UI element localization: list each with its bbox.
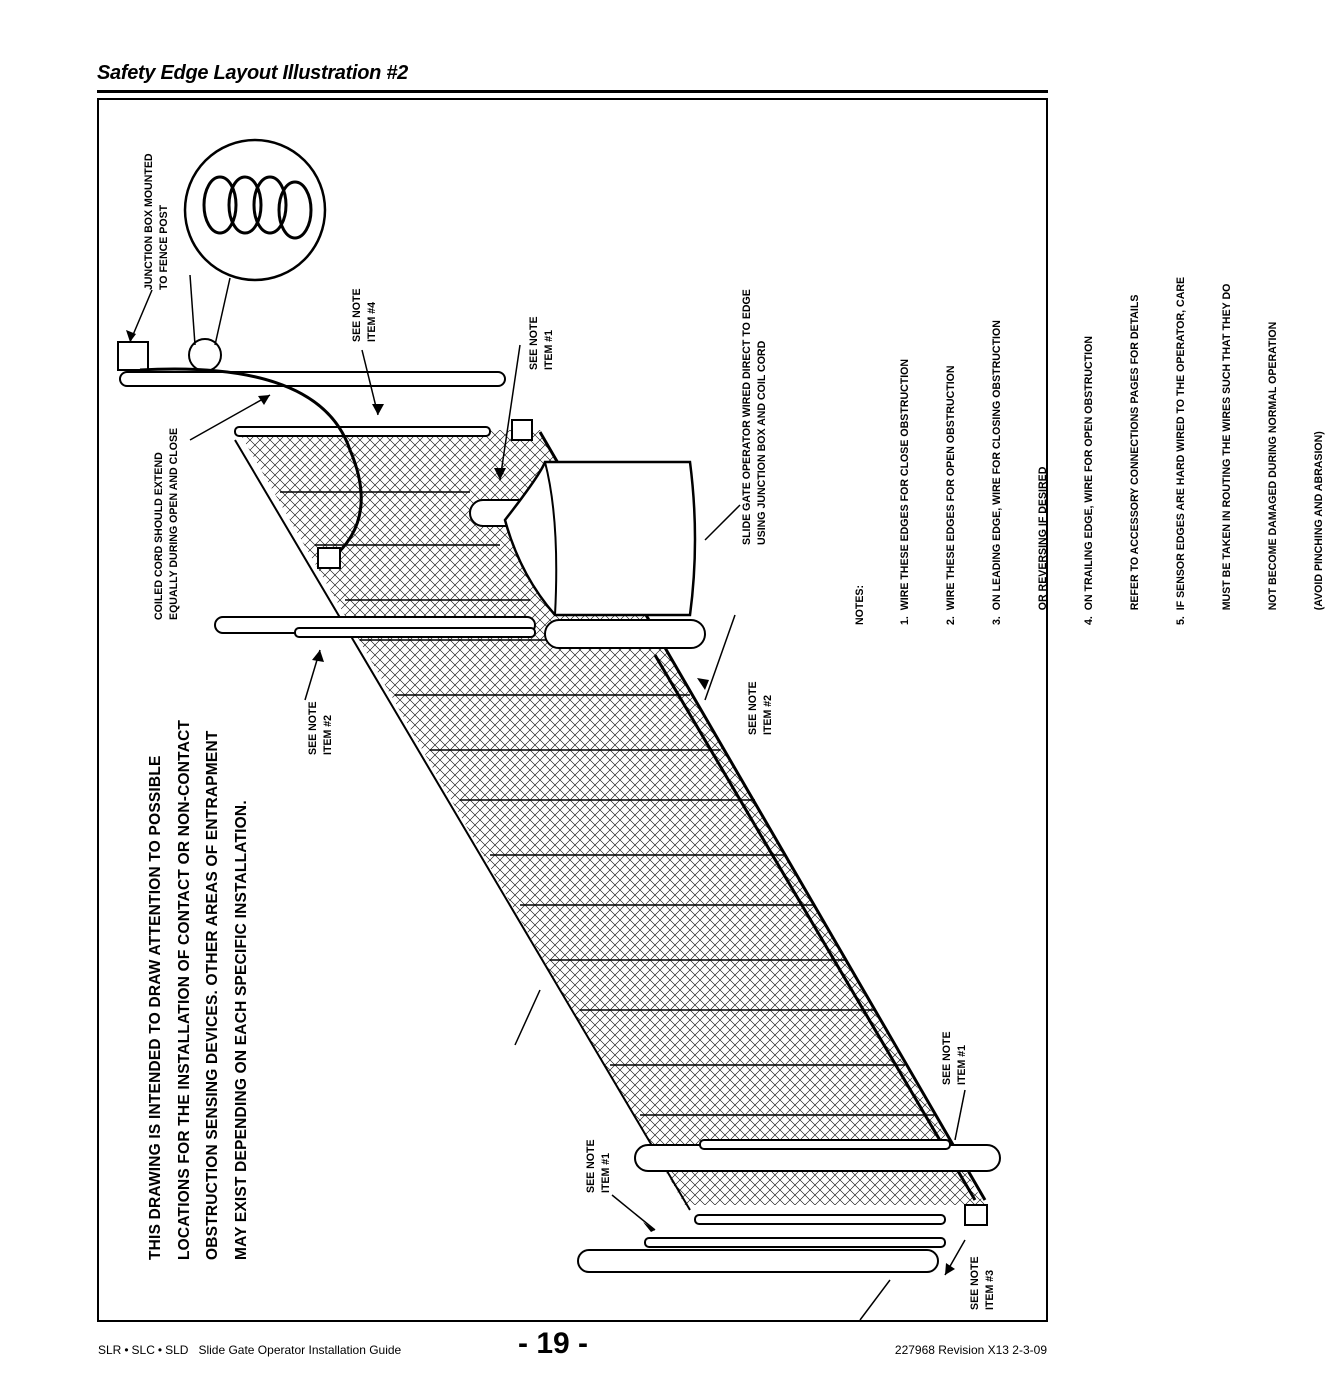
callout-line: SEE NOTE: [941, 1031, 953, 1085]
revision-label: 227968 Revision X13 2-3-09: [894, 1343, 1047, 1357]
model-name: SLC: [131, 1343, 155, 1357]
callout-line: SEE NOTE: [528, 316, 540, 370]
callout-line: ITEM #2: [322, 714, 335, 755]
callout-see-note-item2-left: [306, 701, 337, 755]
note-item: REFER TO ACCESSORY CONNECTIONS PAGES FOR DETAILS: [1128, 294, 1141, 625]
callout-line: ITEM #1: [600, 1152, 613, 1193]
footer-models: [98, 1343, 401, 1357]
note-item: 4. ON TRAILING EDGE, WIRE FOR OPEN OBSTRUCTION: [1083, 336, 1096, 625]
callout-line: JUNCTION BOX MOUNTED: [143, 153, 155, 290]
junction-box: [118, 342, 148, 370]
warning-line: LOCATIONS FOR THE INSTALLATION OF CONTACT OR NON-CONTACT: [175, 719, 193, 1260]
callout-junction-box: [142, 153, 173, 290]
warning-line: MAY EXIST DEPENDING ON EACH SPECIFIC INSTALLATION.: [232, 800, 250, 1260]
callout-see-note-item1-top: [527, 316, 558, 370]
note-item: (AVOID PINCHING AND ABRASION): [1312, 431, 1325, 625]
callout-line: USING JUNCTION BOX AND COIL CORD: [756, 340, 769, 545]
model-name: SLR: [98, 1343, 122, 1357]
model-separator: •: [124, 1343, 129, 1357]
callout-line: SEE NOTE: [747, 681, 759, 735]
note-item: 3. ON LEADING EDGE, WIRE FOR CLOSING OBSTRUCTION: [991, 320, 1004, 625]
note-item: 2. WIRE THESE EDGES FOR OPEN OBSTRUCTION: [945, 365, 958, 625]
page-title: Safety Edge Layout Illustration #2: [97, 62, 408, 84]
callout-line: ITEM #3: [984, 1269, 997, 1310]
warning-line: THIS DRAWING IS INTENDED TO DRAW ATTENTION TO POSSIBLE: [147, 755, 164, 1260]
callout-see-note-item4: [350, 288, 381, 342]
callout-see-note-item2-right: [746, 681, 777, 735]
callout-operator: [740, 289, 771, 545]
callout-line: ITEM #2: [762, 694, 775, 735]
guide-title: Slide Gate Operator Installation Guide: [198, 1343, 402, 1357]
warning-text: [142, 720, 256, 1260]
callout-line: SEE NOTE: [351, 288, 363, 342]
notes-heading: NOTES:: [853, 584, 866, 625]
note-item: MUST BE TAKEN IN ROUTING THE WIRES SUCH THAT THEY DO: [1220, 283, 1233, 625]
note-item: OR REVERSING IF DESIRED: [1037, 466, 1050, 625]
callout-line: ITEM #1: [543, 329, 556, 370]
callout-line: ITEM #1: [956, 1044, 969, 1085]
callout-see-note-item1-bottom-left: [584, 1139, 615, 1193]
callout-see-note-item1-bottom-right: [940, 1031, 971, 1085]
model-separator: •: [157, 1343, 163, 1357]
callout-line: TO FENCE POST: [158, 204, 171, 290]
callout-line: SEE NOTE: [585, 1139, 597, 1193]
page-number: - 19 -: [518, 1327, 589, 1360]
callout-line: ITEM #4: [366, 301, 379, 342]
callout-line: COILED CORD SHOULD EXTEND: [153, 452, 165, 620]
notes-block: [822, 277, 1342, 625]
callout-line: EQUALLY DURING OPEN AND CLOSE: [168, 427, 181, 620]
note-item: 1. WIRE THESE EDGES FOR CLOSE OBSTRUCTION: [899, 358, 912, 625]
model-name: SLD: [165, 1343, 189, 1357]
warning-line: OBSTRUCTION SENSING DEVICES. OTHER AREAS OF ENTRAPMENT: [204, 730, 221, 1260]
callout-line: SEE NOTE: [307, 701, 319, 755]
note-item: NOT BECOME DAMAGED DURING NORMAL OPERATION: [1266, 321, 1279, 625]
note-item: 5. IF SENSOR EDGES ARE HARD WIRED TO THE OPERATOR, CARE: [1174, 276, 1187, 625]
callout-line: SEE NOTE: [969, 1256, 981, 1310]
callout-line: SLIDE GATE OPERATOR WIRED DIRECT TO EDGE: [741, 289, 753, 545]
callout-see-note-item3: [968, 1256, 999, 1310]
callout-coiled-cord: [152, 428, 183, 620]
